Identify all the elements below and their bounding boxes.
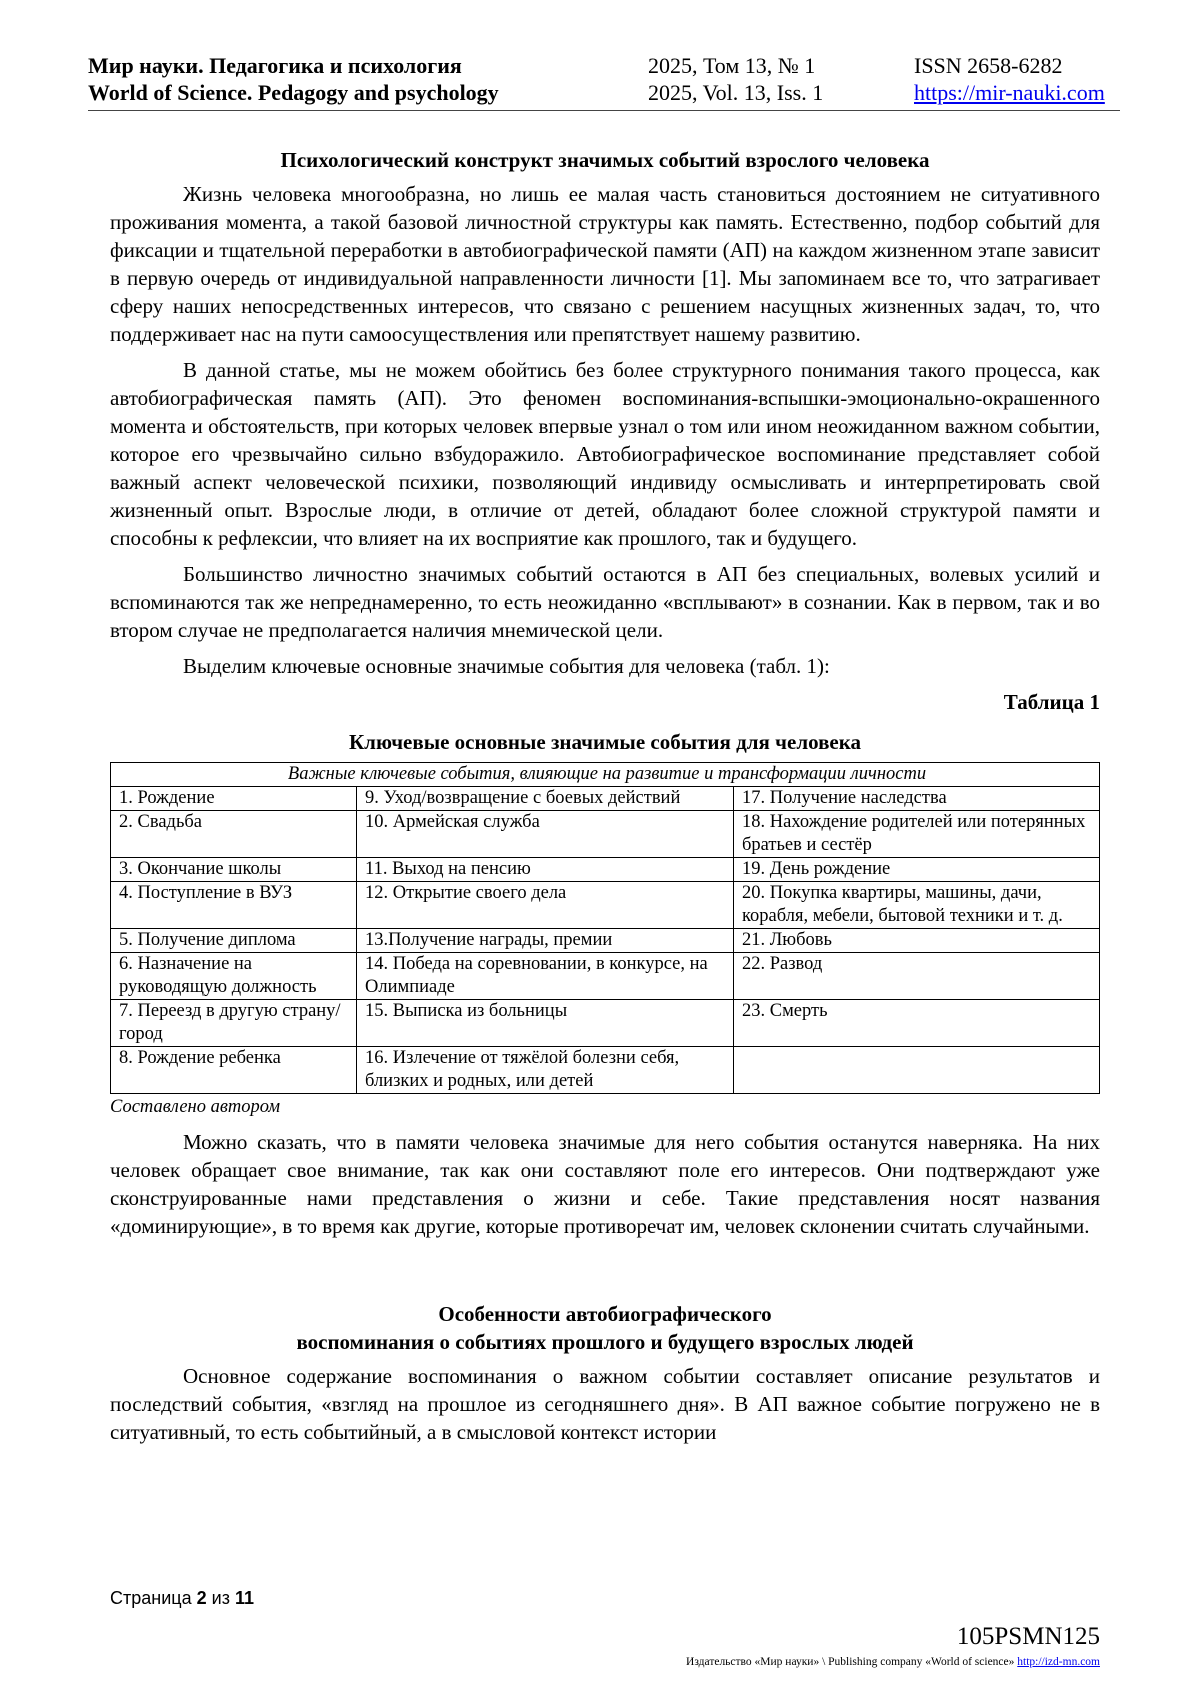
paragraph: Можно сказать, что в памяти человека значимые для него события останутся наверняка. На них человек обращает свое внимание, так как они составляют поле его интересов. Они подтверждают уже сконструированные нами представления о жизни и себе. Такие представления носят названия «доминирующие», в то время как другие, которые противоречат им, человек склонении считать случайными. [110, 1130, 1100, 1238]
table-cell: 12. Открытие своего дела [357, 882, 734, 929]
table-cell: 2. Свадьба [111, 811, 357, 858]
issn-block [914, 52, 1105, 106]
section-title: Психологический конструкт значимых событий взрослого человека [280, 148, 930, 172]
table-row [111, 953, 1100, 1000]
table-cell: 10. Армейская служба [357, 811, 734, 858]
table-cell: 20. Покупка квартиры, машины, дачи, корабля, мебели, бытовой техники и т. д. [734, 882, 1100, 929]
page-of: из [211, 1588, 230, 1608]
table-row [111, 811, 1100, 858]
page-number [110, 1588, 254, 1609]
events-table [110, 762, 1100, 1094]
journal-title-ru: Мир науки. Педагогика и психология [88, 53, 462, 78]
table-cell: 16. Излечение от тяжёлой болезни себя, близких и родных, или детей [357, 1047, 734, 1094]
table-row [111, 1047, 1100, 1094]
table-cell: 14. Победа на соревновании, в конкурсе, на Олимпиаде [357, 953, 734, 1000]
article-code: 105PSMN125 [956, 1623, 1100, 1650]
table-cell: 22. Развод [734, 953, 1100, 1000]
paragraph: В данной статье, мы не можем обойтись без более структурного понимания такого процесса, как автобиографическая память (АП). Это феномен воспоминания-вспышки-эмоционально-окрашенного момента и обстоятельств, при которых человек впервые узнал о том или ином неожиданном важном событии, которое его чрезвычайно сильно взбудоражило. Автобиографическое воспоминание представляет собой важный аспект человеческой психики, позволяющий индивиду осмысливать и интерпретировать свой жизненный опыт. Взрослые люди, в отличие от детей, обладают более сложной структурой памяти и способны к рефлексии, что влияет на их восприятие как прошлого, так и будущего. [110, 358, 1100, 550]
paragraph: Большинство личностно значимых событий остаются в АП без специальных, волевых усилий и вспоминаются так же непреднамеренно, то есть неожиданно «всплывают» в сознании. Как в первом, так и во втором случае не предполагается наличия мнемической цели. [110, 562, 1100, 642]
volume-en: 2025, Vol. 13, Iss. 1 [648, 80, 824, 105]
issn: ISSN 2658-6282 [914, 53, 1063, 78]
section-title [110, 1300, 1100, 1356]
table-cell: 15. Выписка из больницы [357, 1000, 734, 1047]
paragraph: Выделим ключевые основные значимые события для человека (табл. 1): [183, 654, 830, 678]
section-title-line: Особенности автобиографического [438, 1302, 772, 1326]
journal-title-en: World of Science. Pedagogy and psychology [88, 80, 499, 105]
table-title: Ключевые основные значимые события для человека [348, 730, 862, 754]
table-number: Таблица 1 [1003, 690, 1100, 714]
table-cell: 21. Любовь [734, 929, 1100, 953]
paragraph: Жизнь человека многообразна, но лишь ее малая часть становиться достоянием не ситуативного проживания момента, а такой базовой личностной структуры как память. Естественно, подбор событий для фиксации и тщательной переработки в автобиографической памяти (АП) на каждом жизненном этапе зависит в первую очередь от индивидуальной направленности личности [1]. Мы запоминаем все то, что затрагивает сферу наших непосредственных интересов, что связано с решением насущных жизненных задач, то, что поддерживает нас на пути самоосуществления или препятствует нашему развитию. [110, 182, 1100, 346]
table-cell: 6. Назначение на руководящую должность [111, 953, 357, 1000]
table-caption: Важные ключевые события, влияющие на развитие и трансформации личности [111, 763, 1100, 787]
table-cell: 23. Смерть [734, 1000, 1100, 1047]
paragraph: Основное содержание воспоминания о важном событии составляет описание результатов и последствий события, «взгляд на прошлое из сегодняшнего дня». В АП важное событие погружено не в ситуативный, то есть событийный, а в смысловой контекст истории [110, 1364, 1100, 1444]
publisher-name: Издательство «Мир науки» \ Publishing company «World of science» [686, 1656, 1015, 1668]
journal-link[interactable]: https://mir-nauki.com [914, 80, 1105, 105]
section-title-line: воспоминания о событиях прошлого и будущего взрослых людей [296, 1330, 914, 1354]
table-row [111, 1000, 1100, 1047]
table-cell: 7. Переезд в другую страну/город [111, 1000, 357, 1047]
volume-block [648, 52, 823, 106]
journal-title-block [88, 52, 499, 106]
volume-ru: 2025, Том 13, № 1 [648, 53, 816, 78]
table-cell: 9. Уход/возвращение с боевых действий [357, 787, 734, 811]
publisher-link[interactable]: http://izd-mn.com [1017, 1656, 1100, 1668]
table-cell: 4. Поступление в ВУЗ [111, 882, 357, 929]
table-row [111, 882, 1100, 929]
page-current: 2 [196, 1588, 207, 1608]
table-cell: 13.Получение награды, премии [357, 929, 734, 953]
table-cell: 5. Получение диплома [111, 929, 357, 953]
table-source: Составлено автором [110, 1097, 281, 1117]
header-divider [88, 110, 1120, 111]
table-row [111, 858, 1100, 882]
publisher-line [686, 1656, 1100, 1668]
table-cell: 11. Выход на пенсию [357, 858, 734, 882]
table-row [111, 787, 1100, 811]
table-cell: 18. Нахождение родителей или потерянных братьев и сестёр [734, 811, 1100, 858]
table-cell: 1. Рождение [111, 787, 357, 811]
page-word: Страница [110, 1588, 192, 1608]
table-cell: 8. Рождение ребенка [111, 1047, 357, 1094]
table-cell: 19. День рождение [734, 858, 1100, 882]
table-cell: 17. Получение наследства [734, 787, 1100, 811]
page-total: 11 [234, 1588, 254, 1608]
table-row [111, 929, 1100, 953]
table-caption-row [111, 763, 1100, 787]
article-body [110, 146, 1100, 1454]
table-cell: 3. Окончание школы [111, 858, 357, 882]
table-cell [734, 1047, 1100, 1094]
section-gap [110, 1248, 1100, 1300]
